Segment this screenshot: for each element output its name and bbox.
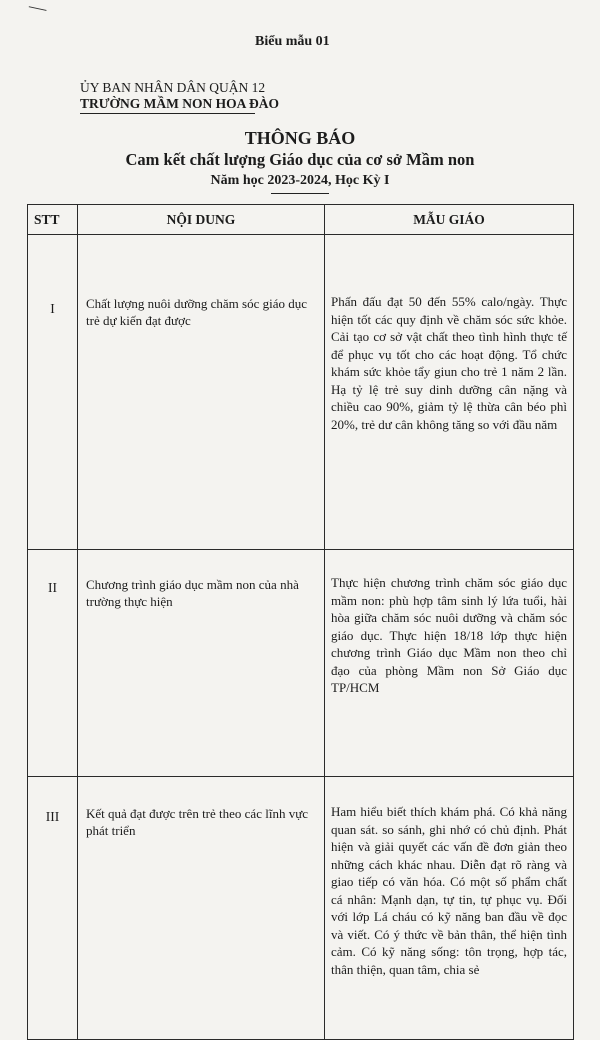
authority-name: ỦY BAN NHÂN DÂN QUẬN 12 (80, 80, 266, 95)
organization-block (80, 80, 279, 114)
school-name: TRƯỜNG MẦM NON HOA ĐÀO (80, 96, 279, 111)
document-heading (0, 127, 600, 194)
header-content: NỘI DUNG (78, 205, 325, 235)
table-row (28, 235, 574, 550)
table-row (28, 550, 574, 777)
row-content: Chất lượng nuôi dưỡng chăm sóc giáo dục trẻ dự kiến đạt được (78, 235, 325, 550)
header-kindergarten: MẪU GIÁO (325, 205, 574, 235)
pen-mark (27, 6, 46, 17)
row-content: Kết quả đạt được trên trẻ theo các lĩnh vực phát triển (78, 777, 325, 1040)
row-content: Chương trình giáo dục mầm non của nhà trường thực hiện (78, 550, 325, 777)
row-stt: III (28, 777, 78, 1040)
school-underline (80, 113, 255, 114)
header-stt: STT (28, 205, 78, 235)
row-stt: II (28, 550, 78, 777)
document-title: THÔNG BÁO (244, 128, 356, 148)
table-row (28, 777, 574, 1040)
school-year: Năm học 2023-2024, Học Kỳ I (210, 173, 390, 188)
row-kindergarten: Thực hiện chương trình chăm sóc giáo dục mầm non: phù hợp tâm sinh lý lứa tuổi, hài hòa giữa chăm sóc nuôi dưỡng và chăm sóc giáo dục. Thực hiện 18/18 lớp thực hiện chương trình Giáo dục Mầm non theo chỉ đạo của phòng Mầm non Sở Giáo dục TP/HCM (325, 550, 574, 777)
form-label: Biểu mẫu 01 (255, 34, 330, 49)
row-stt: I (28, 235, 78, 550)
row-kindergarten: Ham hiểu biết thích khám phá. Có khả năng quan sát. so sánh, ghi nhớ có chủ định. Phát hiện và giải quyết các vấn đề đơn giản theo những cách khác nhau. Diễn đạt rõ ràng và giao tiếp có văn hóa. Có một số phẩm chất cá nhân: Mạnh dạn, tự tin, tự phục vụ. Đối với lớp Lá cháu có kỹ năng ban đầu về đọc và viết. Có ý thức về bản thân, thể hiện tình cảm. Có kỹ năng sống: tôn trọng, hợp tác, thân thiện, quan tâm, chia sẻ (325, 777, 574, 1040)
row-kindergarten: Phấn đấu đạt 50 đến 55% calo/ngày. Thực hiện tốt các quy định về chăm sóc sức khỏe. Cải tạo cơ sở vật chất theo tình hình thực tế để phục vụ tốt cho các hoạt động. Tổ chức khám sức khỏe tẩy giun cho trẻ 1 năm 2 lần. Hạ tỷ lệ trẻ suy dinh dưỡng cân nặng và chiều cao 90%, giảm tỷ lệ thừa cân béo phì 20%, trẻ dư cân không tăng so với đầu năm (325, 235, 574, 550)
document-subtitle: Cam kết chất lượng Giáo dục của cơ sở Mầm non (125, 150, 475, 169)
table-header-row (28, 205, 574, 235)
commitment-table (27, 204, 574, 1040)
heading-underline (271, 193, 329, 194)
